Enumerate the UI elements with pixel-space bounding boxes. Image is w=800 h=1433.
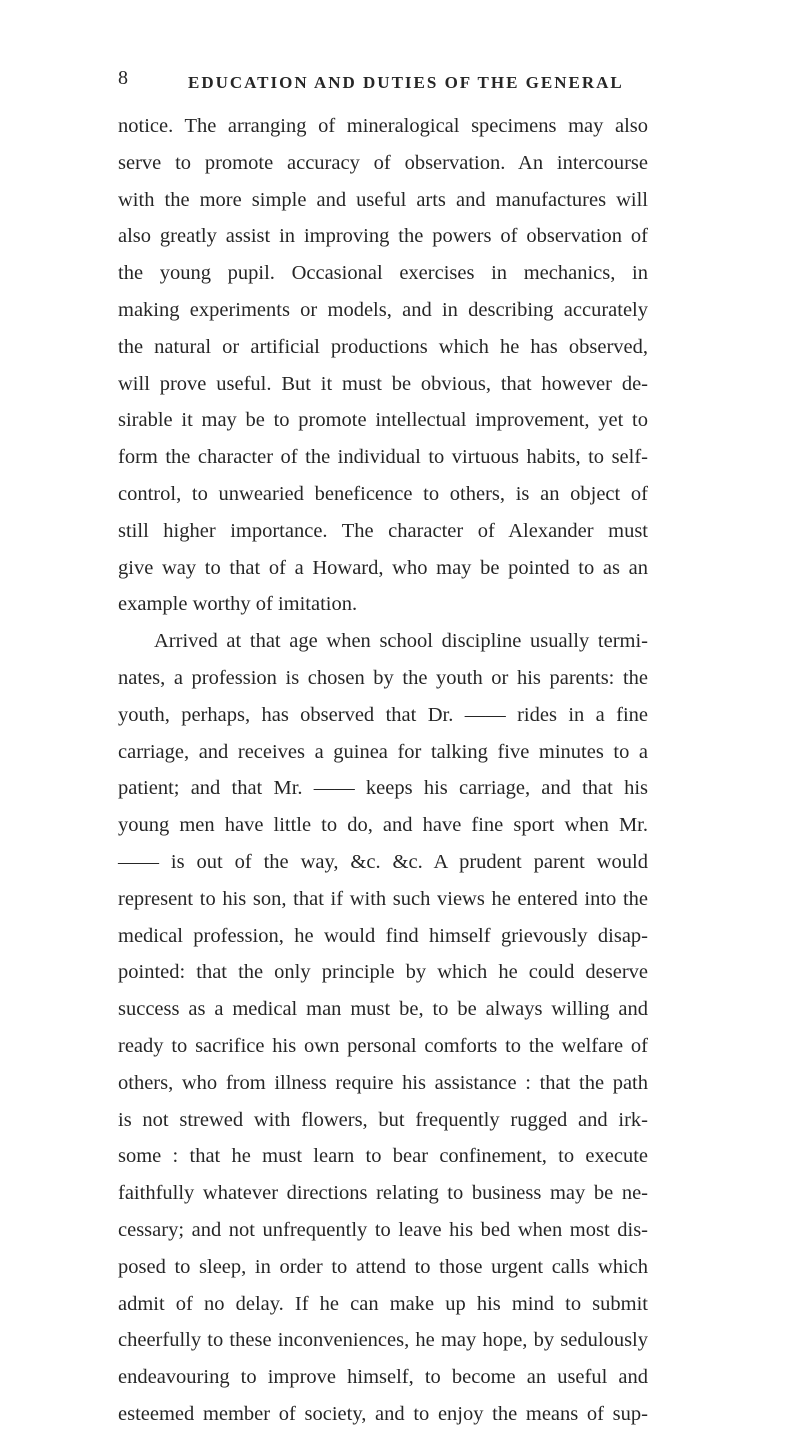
text-line: esteemed member of society, and to enjoy the means of sup- xyxy=(118,1402,648,1425)
text-line: patient; and that Mr. —— keeps his carriage, and that his xyxy=(118,777,648,800)
paragraph-start-line: Arrived at that age when school discipline usually termi- xyxy=(154,630,648,653)
text-line: the young pupil. Occasional exercises in mechanics, in xyxy=(118,262,648,285)
text-line: admit of no delay. If he can make up his mind to submit xyxy=(118,1292,648,1315)
text-line: faithfully whatever directions relating to business may be ne- xyxy=(118,1182,648,1205)
text-line: some : that he must learn to bear confinement, to execute xyxy=(118,1145,648,1168)
text-line: notice. The arranging of mineralogical specimens may also xyxy=(118,115,648,137)
body-text xyxy=(118,108,648,1433)
text-line: success as a medical man must be, to be always willing and xyxy=(118,998,648,1021)
text-line: cessary; and not unfrequently to leave his bed when most dis- xyxy=(118,1218,648,1241)
text-line: pointed: that the only principle by which he could deserve xyxy=(118,961,648,984)
text-line: carriage, and receives a guinea for talking five minutes to a xyxy=(118,740,648,763)
text-line: cheerfully to these inconveniences, he may hope, by sedulously xyxy=(118,1329,648,1352)
paragraph-end-line: example worthy of imitation. xyxy=(118,593,358,616)
text-line: ready to sacrifice his own personal comforts to the welfare of xyxy=(118,1034,648,1057)
text-line: also greatly assist in improving the powers of observation of xyxy=(118,225,648,248)
text-line: is not strewed with flowers, but frequently rugged and irk- xyxy=(118,1108,648,1131)
page-number: 8 xyxy=(118,67,128,89)
text-line: making experiments or models, and in describing accurately xyxy=(118,298,648,321)
text-line: nates, a profession is chosen by the youth or his parents: the xyxy=(118,666,648,689)
text-line: sirable it may be to promote intellectual improvement, yet to xyxy=(118,409,648,432)
text-line: will prove useful. But it must be obvious, that however de- xyxy=(118,372,648,395)
text-line: control, to unwearied beneficence to others, is an object of xyxy=(118,482,648,505)
text-line: serve to promote accuracy of observation. An intercourse xyxy=(118,151,648,174)
text-line: —— is out of the way, &c. &c. A prudent parent would xyxy=(118,850,648,873)
text-line: still higher importance. The character of Alexander must xyxy=(118,519,648,542)
text-line: endeavouring to improve himself, to become an useful and xyxy=(118,1366,648,1389)
text-line: young men have little to do, and have fine sport when Mr. xyxy=(118,814,648,837)
text-line: the natural or artificial productions which he has observed, xyxy=(118,335,648,358)
text-line: with the more simple and useful arts and manufactures will xyxy=(118,188,648,211)
text-line: youth, perhaps, has observed that Dr. —— rides in a fine xyxy=(118,703,648,726)
running-header: EDUCATION AND DUTIES OF THE GENERAL xyxy=(188,73,624,92)
text-line: form the character of the individual to virtuous habits, to self- xyxy=(118,446,648,469)
text-line: medical profession, he would find himself grievously disap- xyxy=(118,924,648,947)
text-line: others, who from illness require his assistance : that the path xyxy=(118,1071,648,1094)
text-line: posed to sleep, in order to attend to those urgent calls which xyxy=(118,1255,648,1278)
text-line: give way to that of a Howard, who may be pointed to as an xyxy=(118,556,648,579)
text-line: represent to his son, that if with such views he entered into the xyxy=(118,887,648,910)
